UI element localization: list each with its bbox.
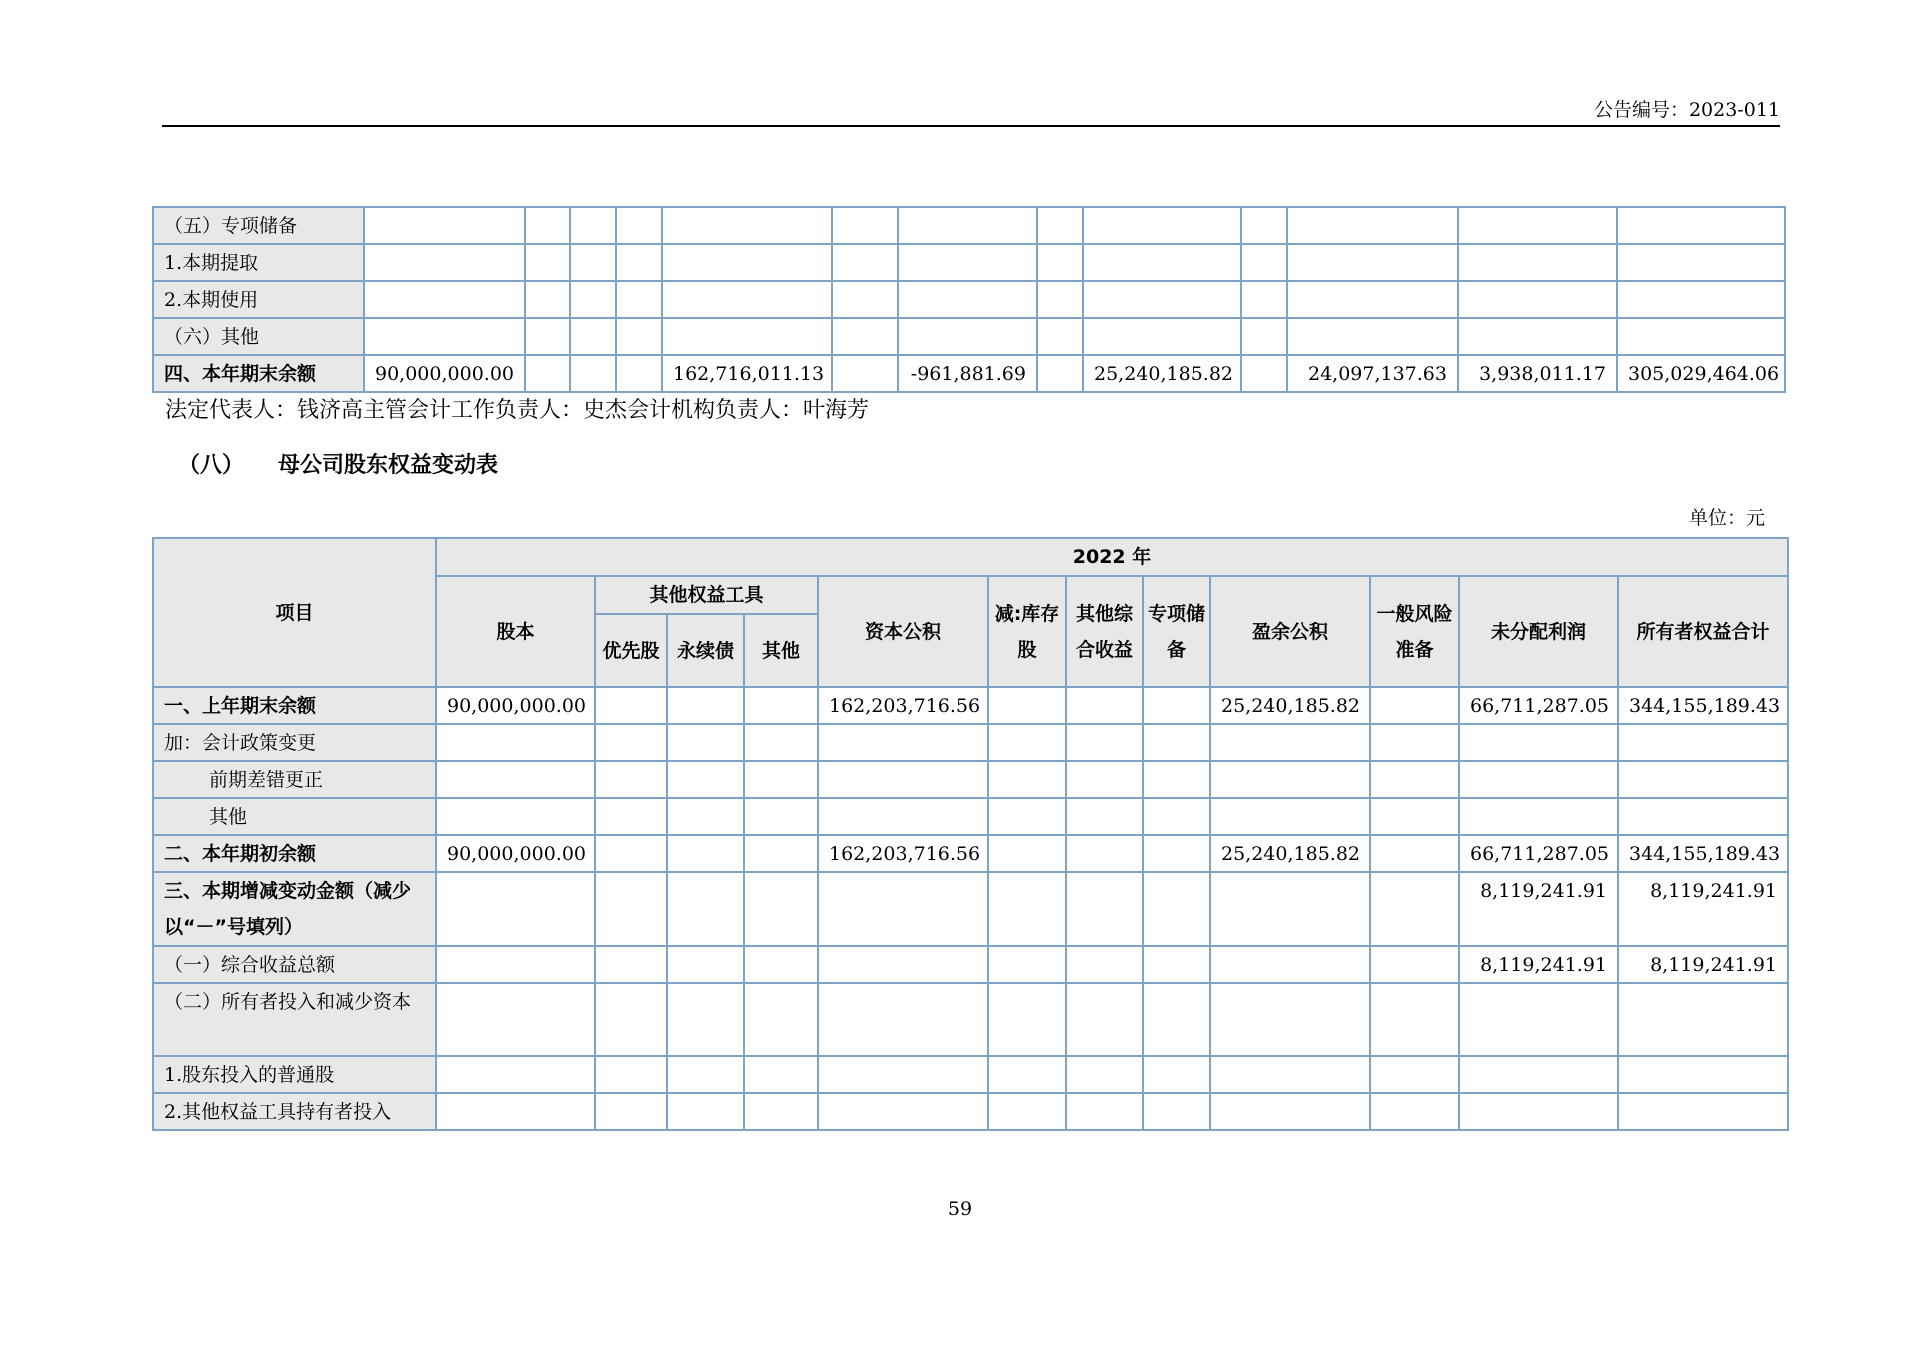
table-cell <box>818 761 988 798</box>
table-cell <box>1143 946 1210 983</box>
header-item: 项目 <box>153 538 436 687</box>
table-cell <box>744 872 818 946</box>
table-cell <box>1210 761 1370 798</box>
table-cell <box>988 798 1066 835</box>
table-cell <box>1617 207 1785 244</box>
table-cell <box>1210 1056 1370 1093</box>
table-cell <box>595 1056 667 1093</box>
table-cell: 8,119,241.91 <box>1618 946 1788 983</box>
table-cell <box>364 207 525 244</box>
table-cell <box>436 798 595 835</box>
table-row <box>153 946 1788 983</box>
table-cell: 25,240,185.82 <box>1210 687 1370 724</box>
row-label: （五）专项储备 <box>153 207 364 244</box>
table-cell <box>1458 281 1617 318</box>
announcement-number: 公告编号：2023-011 <box>1593 99 1780 121</box>
table-cell <box>898 244 1037 281</box>
table-cell <box>436 724 595 761</box>
table-cell <box>818 983 988 1056</box>
table-cell <box>1210 798 1370 835</box>
table-cell <box>1083 318 1241 355</box>
table-cell <box>1143 835 1210 872</box>
table-cell <box>570 318 616 355</box>
section-title <box>178 452 498 480</box>
table-cell <box>1618 761 1788 798</box>
table-cell <box>1066 798 1143 835</box>
table-cell <box>595 946 667 983</box>
table-cell <box>667 946 744 983</box>
table-cell <box>1083 207 1241 244</box>
table-cell <box>832 244 898 281</box>
table-cell <box>1241 244 1287 281</box>
table-cell <box>436 1093 595 1130</box>
table-cell <box>988 835 1066 872</box>
table-cell <box>595 983 667 1056</box>
table-cell <box>988 983 1066 1056</box>
table-cell <box>525 318 570 355</box>
table-cell <box>1143 687 1210 724</box>
table-cell <box>898 318 1037 355</box>
table-cell: -961,881.69 <box>898 355 1037 392</box>
header-special-reserve: 专项储备 <box>1143 576 1210 687</box>
row-label: 2.本期使用 <box>153 281 364 318</box>
row-label: 加：会计政策变更 <box>153 724 436 761</box>
row-label: （二）所有者投入和减少资本 <box>153 983 436 1056</box>
table-cell <box>1458 244 1617 281</box>
table-cell <box>595 872 667 946</box>
table-cell: 66,711,287.05 <box>1459 687 1618 724</box>
signature-line: 法定代表人：钱济高主管会计工作负责人：史杰会计机构负责人：叶海芳 <box>165 398 870 423</box>
table-cell <box>744 946 818 983</box>
row-label: 三、本期增减变动金额（减少以“－”号填列） <box>153 872 436 946</box>
table-cell <box>1210 983 1370 1056</box>
table-cell <box>1370 687 1459 724</box>
table-cell <box>832 281 898 318</box>
table-cell <box>595 835 667 872</box>
table-cell <box>364 318 525 355</box>
table-cell: 24,097,137.63 <box>1287 355 1458 392</box>
table-cell <box>525 281 570 318</box>
table-cell <box>1066 946 1143 983</box>
table-cell <box>1037 318 1083 355</box>
table-cell <box>1066 872 1143 946</box>
table-cell: 344,155,189.43 <box>1618 687 1788 724</box>
header-perpetual-bond: 永续债 <box>667 614 744 687</box>
table-cell <box>1066 1056 1143 1093</box>
table-cell <box>988 761 1066 798</box>
table-cell <box>667 687 744 724</box>
table-cell <box>595 798 667 835</box>
table-cell <box>616 355 662 392</box>
table-cell <box>667 724 744 761</box>
table-row <box>153 244 1785 281</box>
table-cell <box>1370 1056 1459 1093</box>
table-cell <box>1618 1056 1788 1093</box>
table-cell <box>436 872 595 946</box>
table-cell <box>1370 1093 1459 1130</box>
table-cell <box>1143 798 1210 835</box>
table-cell: 8,119,241.91 <box>1459 946 1618 983</box>
table-cell <box>988 946 1066 983</box>
table-cell: 90,000,000.00 <box>364 355 525 392</box>
table-cell <box>1143 1093 1210 1130</box>
table-cell <box>818 1056 988 1093</box>
table-cell <box>1287 281 1458 318</box>
table-cell <box>898 281 1037 318</box>
header-total-equity: 所有者权益合计 <box>1618 576 1788 687</box>
table-cell <box>1143 983 1210 1056</box>
parent-equity-change-table <box>152 537 1789 1131</box>
table-cell <box>667 835 744 872</box>
table-cell <box>988 1056 1066 1093</box>
table-cell <box>662 318 832 355</box>
row-label: 前期差错更正 <box>153 761 436 798</box>
table-row <box>153 1056 1788 1093</box>
table-cell <box>364 281 525 318</box>
table-cell <box>1037 281 1083 318</box>
table-cell <box>1066 724 1143 761</box>
table-row <box>153 1093 1788 1130</box>
table-cell <box>832 207 898 244</box>
table-cell <box>662 207 832 244</box>
header-oci: 其他综合收益 <box>1066 576 1143 687</box>
table-cell <box>436 761 595 798</box>
table-cell <box>818 872 988 946</box>
table-cell <box>1037 244 1083 281</box>
table-cell <box>616 244 662 281</box>
table-cell <box>832 318 898 355</box>
table-cell <box>1066 835 1143 872</box>
table-cell <box>1210 872 1370 946</box>
table-cell <box>744 798 818 835</box>
table-row <box>153 872 1788 946</box>
row-label: （六）其他 <box>153 318 364 355</box>
table-cell <box>1458 207 1617 244</box>
table-row <box>153 207 1785 244</box>
section-name: 母公司股东权益变动表 <box>278 453 499 478</box>
table-cell <box>988 724 1066 761</box>
row-label: 2.其他权益工具持有者投入 <box>153 1093 436 1130</box>
table-cell <box>667 872 744 946</box>
table-row <box>153 835 1788 872</box>
table-cell <box>1618 798 1788 835</box>
header-treasury-stock: 减:库存股 <box>988 576 1066 687</box>
table-row <box>153 724 1788 761</box>
table-cell: 90,000,000.00 <box>436 687 595 724</box>
table-cell <box>1459 1093 1618 1130</box>
table-cell <box>436 946 595 983</box>
table-cell <box>1459 761 1618 798</box>
table-cell <box>1370 761 1459 798</box>
table-cell <box>1287 318 1458 355</box>
header-undistributed-profit: 未分配利润 <box>1459 576 1618 687</box>
table-cell <box>667 1093 744 1130</box>
table-cell <box>667 761 744 798</box>
table-cell <box>1459 1056 1618 1093</box>
row-label: （一）综合收益总额 <box>153 946 436 983</box>
table-cell <box>570 207 616 244</box>
table-cell: 25,240,185.82 <box>1083 355 1241 392</box>
table-cell <box>1083 244 1241 281</box>
table-cell <box>662 281 832 318</box>
table-cell <box>818 724 988 761</box>
table-cell <box>1210 946 1370 983</box>
table-cell <box>1459 983 1618 1056</box>
table-cell <box>1459 724 1618 761</box>
table-cell <box>1210 724 1370 761</box>
table-cell <box>595 1093 667 1130</box>
section-number: （八） <box>178 453 245 478</box>
table-cell <box>1143 724 1210 761</box>
table-cell <box>818 1093 988 1130</box>
table-cell <box>744 1093 818 1130</box>
table-cell <box>744 687 818 724</box>
table-cell <box>744 835 818 872</box>
table-cell <box>364 244 525 281</box>
equity-change-table-continued <box>152 206 1786 393</box>
table-cell <box>595 724 667 761</box>
table-cell <box>832 355 898 392</box>
table-cell <box>1618 983 1788 1056</box>
row-label: 1.本期提取 <box>153 244 364 281</box>
table-cell: 162,716,011.13 <box>662 355 832 392</box>
table-row <box>153 355 1785 392</box>
header-other-equity-tools: 其他权益工具 <box>595 576 818 614</box>
table-cell: 8,119,241.91 <box>1618 872 1788 946</box>
table-cell <box>1287 207 1458 244</box>
table-row <box>153 983 1788 1056</box>
table-cell: 25,240,185.82 <box>1210 835 1370 872</box>
table-row <box>153 761 1788 798</box>
table-cell: 66,711,287.05 <box>1459 835 1618 872</box>
table-cell <box>1241 207 1287 244</box>
table-cell <box>744 724 818 761</box>
table-cell <box>1143 1056 1210 1093</box>
table-cell <box>616 207 662 244</box>
table-cell <box>744 983 818 1056</box>
table-cell <box>616 318 662 355</box>
table-cell <box>988 687 1066 724</box>
table-cell <box>570 244 616 281</box>
table-cell: 8,119,241.91 <box>1459 872 1618 946</box>
header-year: 2022 年 <box>436 538 1788 576</box>
header-share-capital: 股本 <box>436 576 595 687</box>
table-cell <box>1370 946 1459 983</box>
row-label: 一、上年期末余额 <box>153 687 436 724</box>
table-cell <box>1241 281 1287 318</box>
table-cell <box>1287 244 1458 281</box>
table-cell <box>1618 724 1788 761</box>
unit-label: 单位：元 <box>1688 507 1765 529</box>
header-other: 其他 <box>744 614 818 687</box>
table-cell <box>1370 872 1459 946</box>
table-cell <box>1037 207 1083 244</box>
table-cell <box>1210 1093 1370 1130</box>
row-label: 其他 <box>153 798 436 835</box>
table-cell: 344,155,189.43 <box>1618 835 1788 872</box>
table-cell <box>525 244 570 281</box>
table-cell <box>1066 687 1143 724</box>
table-cell <box>1370 835 1459 872</box>
table-row <box>153 318 1785 355</box>
header-rule <box>162 125 1780 127</box>
table-cell <box>1037 355 1083 392</box>
table-cell <box>662 244 832 281</box>
row-label: 四、本年期末余额 <box>153 355 364 392</box>
table-cell <box>667 1056 744 1093</box>
table-row <box>153 281 1785 318</box>
table-cell <box>1618 1093 1788 1130</box>
table-cell <box>1458 318 1617 355</box>
table-cell <box>667 798 744 835</box>
table-cell <box>570 281 616 318</box>
table-cell <box>1370 724 1459 761</box>
table-cell <box>744 761 818 798</box>
row-label: 1.股东投入的普通股 <box>153 1056 436 1093</box>
table-cell <box>1617 281 1785 318</box>
table-cell: 305,029,464.06 <box>1617 355 1785 392</box>
table-cell <box>436 983 595 1056</box>
table-row <box>153 687 1788 724</box>
table-cell <box>1617 244 1785 281</box>
table-cell <box>1066 1093 1143 1130</box>
table-cell <box>570 355 616 392</box>
table-cell <box>1370 798 1459 835</box>
row-label: 二、本年期初余额 <box>153 835 436 872</box>
table-cell <box>1617 318 1785 355</box>
header-preferred-stock: 优先股 <box>595 614 667 687</box>
table-cell <box>1241 355 1287 392</box>
page-number: 59 <box>947 1198 973 1220</box>
table-cell <box>818 946 988 983</box>
table-cell <box>667 983 744 1056</box>
table-cell: 3,938,011.17 <box>1458 355 1617 392</box>
table-cell <box>988 1093 1066 1130</box>
table-cell <box>1143 761 1210 798</box>
header-surplus-reserve: 盈余公积 <box>1210 576 1370 687</box>
table-cell <box>1241 318 1287 355</box>
table-cell <box>525 207 570 244</box>
table-cell <box>1066 983 1143 1056</box>
table-cell <box>1066 761 1143 798</box>
table-cell <box>595 687 667 724</box>
table-cell <box>1370 983 1459 1056</box>
table-cell: 90,000,000.00 <box>436 835 595 872</box>
header-general-risk: 一般风险准备 <box>1370 576 1459 687</box>
table-cell <box>898 207 1037 244</box>
table-row <box>153 798 1788 835</box>
table-cell: 162,203,716.56 <box>818 687 988 724</box>
header-capital-reserve: 资本公积 <box>818 576 988 687</box>
table-cell <box>1143 872 1210 946</box>
table-cell: 162,203,716.56 <box>818 835 988 872</box>
table-cell <box>436 1056 595 1093</box>
table-cell <box>616 281 662 318</box>
table-cell <box>744 1056 818 1093</box>
table-cell <box>818 798 988 835</box>
table-cell <box>595 761 667 798</box>
table-cell <box>1459 798 1618 835</box>
table-cell <box>1083 281 1241 318</box>
table-cell <box>525 355 570 392</box>
table-cell <box>988 872 1066 946</box>
